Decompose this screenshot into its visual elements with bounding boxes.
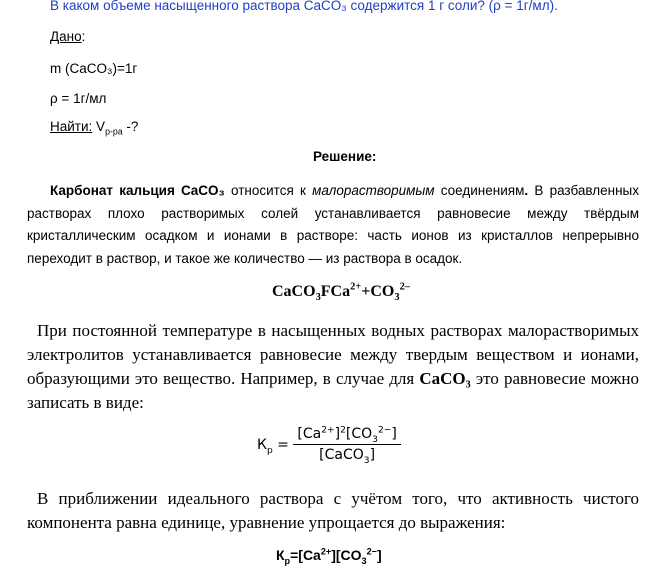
find-rest: -? [126,119,139,134]
given-label: Дано [50,29,82,44]
para2-text: При постоянной температуре в насыщенных водных растворах малорастворимых электролитов устанавливается равновесие между твердым веществом и ионами, образующими это вещество. Например, в случае для [27,321,639,388]
eq1-ca-charge: 2+ [350,281,362,293]
para1-dot: . [524,183,529,198]
eq3-k-sub: р [284,555,291,566]
paragraph-ideal-solution: В приближении идеального раствора с учётом того, что активность чистого компонента равна единице, уравнение упрощается до выражения: [27,489,639,532]
given-density: ρ = 1г/мл [50,91,107,106]
find-v-sub: р-ра [105,126,123,137]
eq1-ca: Ca [330,283,351,300]
para1-italic: малорастворимым [312,183,435,198]
para2-bold: CaCO₃ [419,369,471,388]
eq1-co3-charge: 2– [399,281,410,293]
find-line [50,119,139,137]
paragraph-equilibrium [27,319,639,415]
eq2-k: $К_р$ = [257,436,294,456]
eq3-k: К [276,547,285,563]
given-colon: : [81,29,86,44]
eq1-sub3: 3 [315,292,321,304]
eq3-co-sub: 3 [361,555,367,566]
eq1-caco: CaCO [272,283,316,300]
eq3-co: ][CO [331,547,362,563]
question-text: В каком объеме насыщенного раствора CaCO₃ содержится 1 г соли? (ρ = 1г/мл). [50,0,558,13]
eq3-close: ] [376,547,382,563]
equation-equilibrium-constant [257,425,401,466]
eq3-co-charge: 2− [366,546,377,557]
paragraph-calcium-carbonate [27,180,639,270]
eq1-plus-co: +CO [361,283,395,300]
eq3-mid: =[Ca [290,547,321,563]
para1-text2: соединениям [434,183,525,198]
eq2-numerator: $[Ca^{2+}]^2[CO_3^{2-}]$ [293,426,400,445]
solution-heading: Решение: [313,149,377,164]
equation-simplified [276,546,382,566]
find-v: V [96,119,106,134]
para1-bold: Карбонат кальция CaCO₃ [50,183,225,198]
eq2-denominator: [CaCO$_3$] [319,447,376,466]
para1-text3: В разбавленных растворах плохо растворимых солей устанавливается равновесие между твёрдым кристаллическим осадком и ионами в растворе: часть ионов из кристаллов непрерывно переходит в раствор, и такое же количество — из раствора в осадок. [27,183,640,266]
eq2-fraction [293,425,400,466]
given-mass: m (CaCO₃)=1г [50,61,138,76]
find-label: Найти: [50,119,93,134]
given-heading [50,29,85,44]
equilibrium-arrow-icon: F [320,283,331,300]
para2-text-end: это равновесие можно записать в виде: [27,369,640,412]
equation-dissociation [272,281,410,304]
eq1-co3-sub: 3 [394,292,400,304]
para1-text1: относится к [224,183,313,198]
eq3-ca-charge: 2+ [320,546,332,557]
